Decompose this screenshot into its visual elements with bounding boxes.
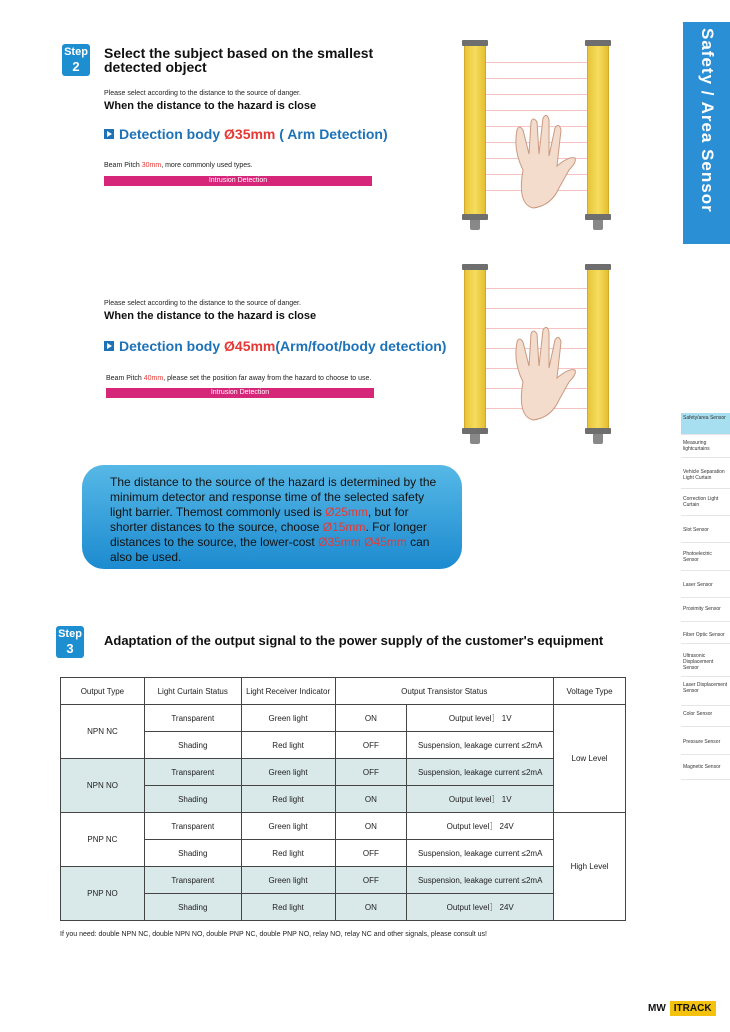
pitch-suffix: , please set the position far away from the hazard to choose to use.: [163, 375, 372, 382]
status-cell: Transparent: [144, 759, 241, 786]
output-cell: Suspension, leakage current ≤2mA: [407, 840, 554, 867]
brand-logo: [648, 1003, 716, 1014]
emitter-bar: [464, 40, 486, 226]
output-type-cell: PNP NO: [61, 867, 145, 921]
bubble-text: . For longer distances to the source, the lower-cost: [110, 520, 427, 549]
light-curtain-figure-2: [455, 264, 635, 444]
sidebar-item[interactable]: Pressure Sensor: [681, 737, 730, 755]
receiver-bar: [587, 40, 609, 226]
column-header: Light Receiver Indicator: [241, 678, 335, 705]
output-type-cell: NPN NO: [61, 759, 145, 813]
status-cell: Transparent: [144, 867, 241, 894]
table-row: [61, 705, 626, 732]
state-cell: OFF: [335, 732, 407, 759]
table-row: [61, 867, 626, 894]
state-cell: OFF: [335, 840, 407, 867]
det-size: Ø45mm: [224, 338, 276, 354]
table-row: [61, 840, 626, 867]
sidebar-item[interactable]: Photoelectric Sensor: [681, 549, 730, 571]
bubble-text: , but for shorter distances to the source, choose: [110, 505, 409, 534]
column-header: Voltage Type: [554, 678, 626, 705]
det-suffix: ( Arm Detection): [275, 126, 388, 142]
block2-detection-title: [104, 338, 446, 354]
indicator-cell: Red light: [241, 840, 335, 867]
column-header: Output Transistor Status: [335, 678, 554, 705]
step-word: Step: [58, 628, 82, 640]
state-cell: ON: [335, 813, 407, 840]
block2-subheading: When the distance to the hazard is close: [104, 310, 317, 322]
status-cell: Shading: [144, 786, 241, 813]
step3-badge: [56, 626, 84, 658]
step-word: Step: [64, 46, 88, 58]
bubble-value: Ø35mm Ø45mm: [318, 535, 407, 549]
play-marker-icon: [104, 341, 114, 351]
output-signal-table: [60, 677, 626, 921]
emitter-bar: [464, 264, 486, 440]
voltage-cell: High Level: [554, 813, 626, 921]
logo-itrack: ITRACK: [670, 1001, 716, 1016]
info-bubble: [82, 465, 462, 569]
pitch-prefix: Beam Pitch: [106, 375, 144, 382]
pitch-value: 30mm: [141, 162, 162, 169]
sidebar-item[interactable]: Laser Sensor: [681, 580, 730, 598]
table-row: [61, 786, 626, 813]
table-row: [61, 732, 626, 759]
output-cell: Suspension, leakage current ≤2mA: [407, 732, 554, 759]
bubble-value: Ø25mm: [325, 505, 368, 519]
bubble-text: The distance to the source of the hazard is determined by the minimum detector and response time of the selected safety light barrier. Themost commonly used is: [110, 475, 437, 519]
step-number: 3: [66, 641, 74, 656]
indicator-cell: Green light: [241, 705, 335, 732]
sidebar-item[interactable]: Vehicle Separation Light Curtain: [681, 467, 730, 489]
sidebar-item[interactable]: Slot Sensor: [681, 525, 730, 543]
sidebar-item[interactable]: Laser Displacement Sensor: [681, 680, 730, 706]
column-header: Output Type: [61, 678, 145, 705]
footer-note: If you need: double NPN NC, double NPN NO, double PNP NC, double PNP NO, relay NO, relay NC and other signals, please consult us!: [60, 931, 487, 938]
output-cell: Output level］ 24V: [407, 813, 554, 840]
voltage-cell: Low Level: [554, 705, 626, 813]
receiver-bar: [587, 264, 609, 440]
title-line: detected object: [104, 59, 207, 75]
table-header-row: [61, 678, 626, 705]
output-cell: Output level］ 1V: [407, 786, 554, 813]
indicator-cell: Green light: [241, 813, 335, 840]
block2-note: Please select according to the distance to the source of danger.: [104, 300, 301, 307]
output-cell: Output level］ 1V: [407, 705, 554, 732]
column-header: Light Curtain Status: [144, 678, 241, 705]
block1-note: Please select according to the distance to the source of danger.: [104, 90, 301, 97]
step3-title: Adaptation of the output signal to the power supply of the customer's equipment: [104, 633, 604, 648]
sidebar-item[interactable]: Fiber Optic Sensor: [681, 630, 730, 644]
step2-badge: [62, 44, 90, 76]
status-cell: Shading: [144, 732, 241, 759]
table-row: [61, 813, 626, 840]
det-suffix: (Arm/foot/body detection): [275, 338, 447, 354]
indicator-cell: Red light: [241, 786, 335, 813]
table-row: [61, 894, 626, 921]
table-row: [61, 759, 626, 786]
indicator-cell: Red light: [241, 732, 335, 759]
status-cell: Shading: [144, 894, 241, 921]
pitch-suffix: , more commonly used types.: [161, 162, 253, 169]
state-cell: ON: [335, 894, 407, 921]
bubble-value: Ø15mm: [322, 520, 366, 534]
state-cell: OFF: [335, 867, 407, 894]
sidebar-item[interactable]: Measuring lightcurtains: [681, 438, 730, 458]
state-cell: ON: [335, 786, 407, 813]
step2-title: [104, 46, 404, 74]
sidebar-item[interactable]: Ultrasonic Displacement Sensor: [681, 651, 730, 677]
block1-detection-title: [104, 126, 388, 142]
pitch-value: 40mm: [143, 375, 164, 382]
det-size: Ø35mm: [224, 126, 276, 142]
title-line: Select the subject based on the smallest: [104, 45, 374, 61]
block2-pitch: [106, 375, 371, 382]
block1-pitch: [104, 162, 253, 169]
block1-subheading: When the distance to the hazard is close: [104, 100, 317, 112]
status-cell: Transparent: [144, 705, 241, 732]
output-cell: Output level］ 24V: [407, 894, 554, 921]
play-marker-icon: [104, 129, 114, 139]
status-cell: Transparent: [144, 813, 241, 840]
sidebar-item[interactable]: Correction Light Curtain: [681, 494, 730, 516]
sidebar-item[interactable]: Magnetic Sensor: [681, 762, 730, 780]
output-type-cell: NPN NC: [61, 705, 145, 759]
output-cell: Suspension, leakage current ≤2mA: [407, 759, 554, 786]
sidebar-item[interactable]: Safety/area Sensor: [681, 413, 730, 435]
output-type-cell: PNP NC: [61, 813, 145, 867]
block1-intrusion-bar: Intrusion Detection: [104, 176, 372, 186]
indicator-cell: Red light: [241, 894, 335, 921]
category-tab-title: Safety / Area Sensor: [698, 28, 717, 213]
det-prefix: Detection body: [119, 126, 225, 142]
step-number: 2: [72, 59, 80, 74]
hand-icon: [503, 110, 583, 220]
logo-mw: MW: [648, 1003, 666, 1014]
state-cell: ON: [335, 705, 407, 732]
output-cell: Suspension, leakage current ≤2mA: [407, 867, 554, 894]
category-tab[interactable]: [683, 22, 730, 244]
pitch-prefix: Beam Pitch: [104, 162, 142, 169]
indicator-cell: Green light: [241, 867, 335, 894]
hand-icon: [503, 322, 583, 432]
light-curtain-figure-1: [455, 40, 635, 230]
state-cell: OFF: [335, 759, 407, 786]
status-cell: Shading: [144, 840, 241, 867]
sidebar-item[interactable]: Color Sensor: [681, 709, 730, 727]
sidebar-item[interactable]: Proximity Sensor: [681, 604, 730, 622]
det-prefix: Detection body: [119, 338, 225, 354]
bubble-text: can also be used.: [110, 535, 430, 564]
block2-intrusion-bar: Intrusion Detection: [106, 388, 374, 398]
indicator-cell: Green light: [241, 759, 335, 786]
